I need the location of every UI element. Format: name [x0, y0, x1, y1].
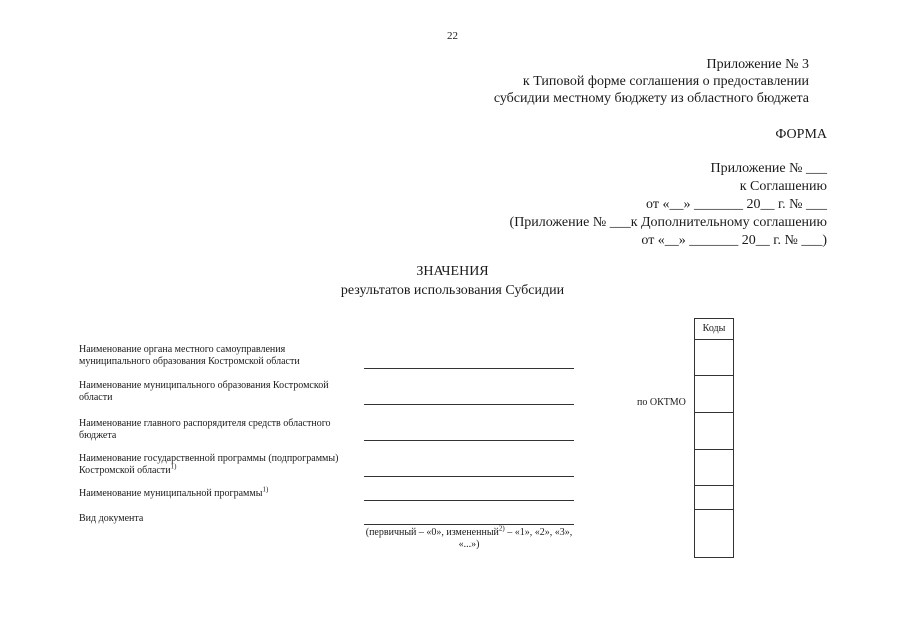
- field-label-state-program: [79, 453, 359, 477]
- code-cell-budget-manager[interactable]: [695, 413, 733, 450]
- field-line-municipal-program[interactable]: [364, 500, 574, 501]
- document-type-hint: [364, 524, 574, 551]
- appendix-line-1: Приложение № 3: [706, 57, 809, 72]
- hint-part-1: (первичный – «0», измененный: [365, 527, 499, 538]
- footnote-mark: 2): [498, 524, 505, 533]
- appendix-line-3: субсидии местному бюджету из областного бюджета: [493, 91, 809, 106]
- field-line-document-type[interactable]: [364, 524, 574, 525]
- footnote-mark: 1): [262, 485, 269, 494]
- agreement-line-3: от «__» _______ 20__ г. № ___: [646, 197, 827, 212]
- form-label: ФОРМА: [775, 127, 827, 142]
- field-label-local-authority: [79, 344, 359, 368]
- field-label-municipality: [79, 380, 359, 404]
- field-label-text: Наименование муниципальной программы: [79, 488, 263, 499]
- field-label-text: Наименование государственной программы (подпрограммы) Костромской области: [79, 453, 339, 476]
- oktmo-label: по ОКТМО: [637, 397, 686, 408]
- document-title: ЗНАЧЕНИЯ: [416, 264, 489, 279]
- agreement-line-4: (Приложение № ___к Дополнительному соглашению: [509, 215, 827, 230]
- field-label-text: Наименование органа местного самоуправления муниципального образования Костромской области: [79, 344, 300, 367]
- field-label-text: Наименование главного распорядителя средств областного бюджета: [79, 418, 331, 441]
- footnote-mark: 1): [170, 462, 177, 471]
- field-label-text: Наименование муниципального образования Костромской области: [79, 380, 329, 403]
- code-cell-municipal-program[interactable]: [695, 486, 733, 510]
- field-label-text: Вид документа: [79, 513, 144, 524]
- field-line-state-program[interactable]: [364, 476, 574, 477]
- page-number: 22: [447, 30, 458, 42]
- field-line-municipality[interactable]: [364, 404, 574, 405]
- agreement-line-1: Приложение № ___: [710, 161, 827, 176]
- agreement-line-2: к Соглашению: [739, 179, 827, 194]
- code-cell-oktmo[interactable]: [695, 376, 733, 413]
- field-label-municipal-program: [79, 485, 359, 500]
- hint-part-2: – «1», «2», «3», «...»): [458, 527, 573, 550]
- appendix-header: [494, 56, 809, 107]
- field-line-local-authority[interactable]: [364, 368, 574, 369]
- agreement-block: [510, 160, 827, 250]
- field-line-budget-manager[interactable]: [364, 440, 574, 441]
- codes-header: Коды: [695, 319, 733, 340]
- field-label-document-type: [79, 513, 359, 525]
- document-subtitle: результатов использования Субсидии: [340, 283, 565, 298]
- appendix-line-2: к Типовой форме соглашения о предоставлении: [522, 74, 809, 89]
- field-label-budget-manager: [79, 418, 359, 442]
- code-cell-document-type[interactable]: [695, 510, 733, 557]
- agreement-line-5: от «__» _______ 20__ г. № ___): [641, 233, 827, 248]
- codes-table: [694, 318, 734, 558]
- code-cell-state-program[interactable]: [695, 450, 733, 486]
- code-cell-local-authority[interactable]: [695, 340, 733, 376]
